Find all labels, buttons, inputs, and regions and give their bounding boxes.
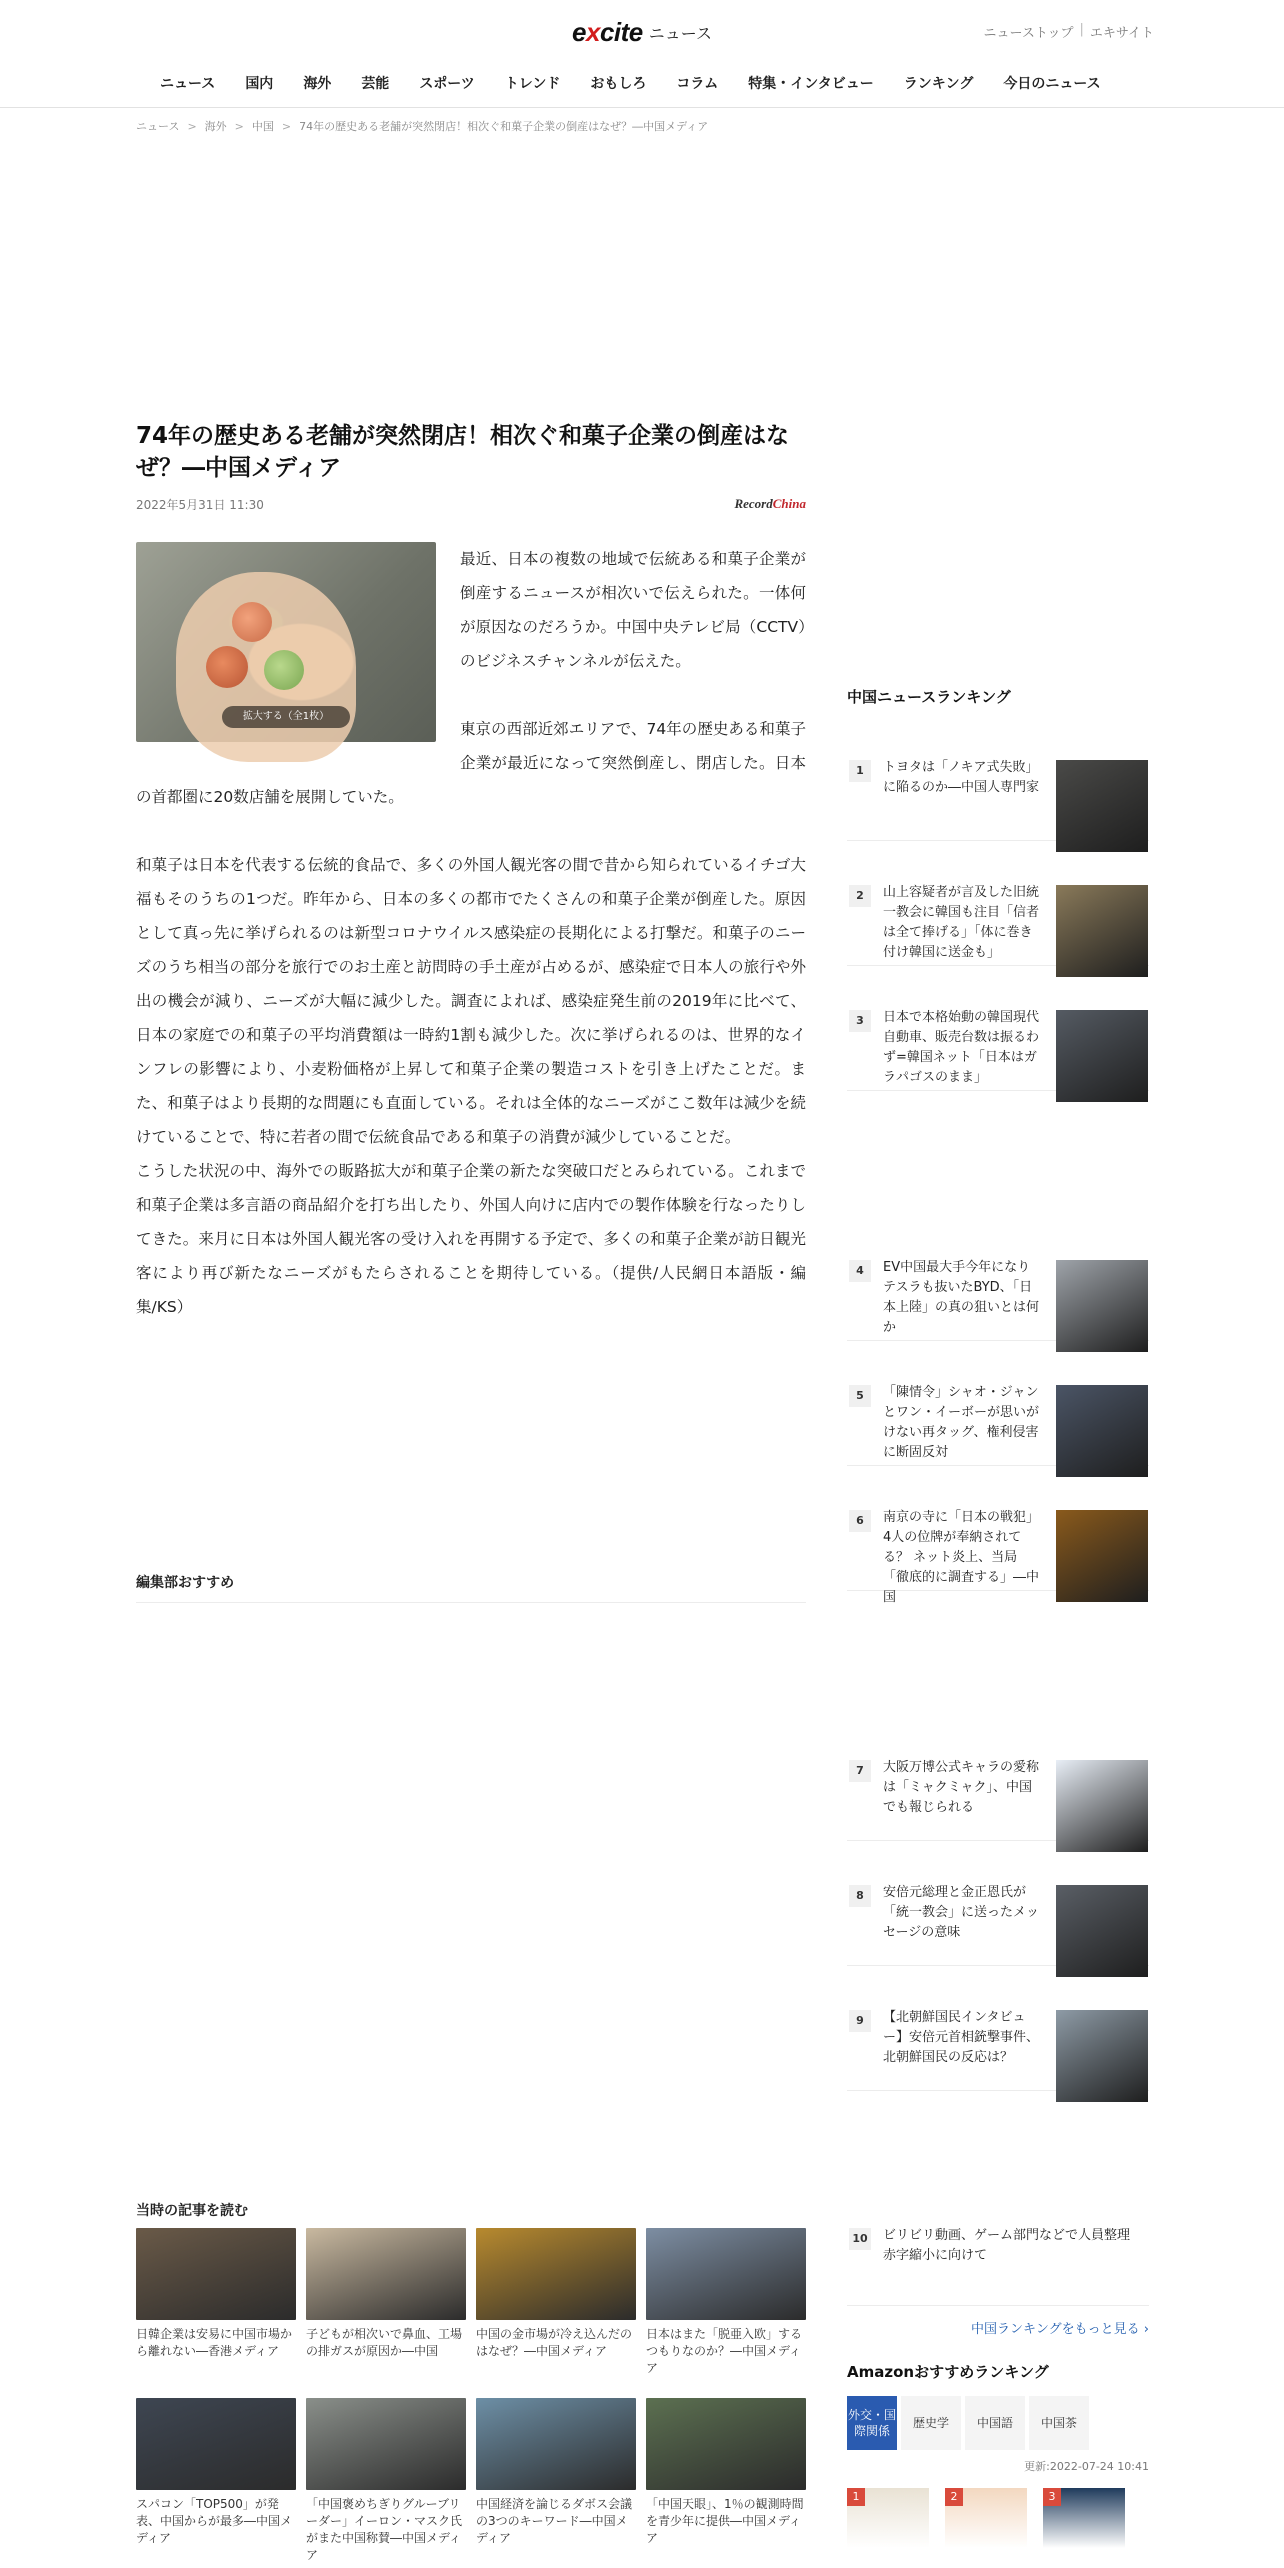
- ranking-item[interactable]: [847, 841, 1149, 966]
- article-paragraph: 東京の西部近郊エリアで、74年の歴史ある和菓子企業が最近になって突然倒産し、閉店した。日本の首都圏に20数店舗を展開していた。: [136, 720, 806, 806]
- related-article-caption[interactable]: 「中国褒めちぎりグルーブリーダー」イーロン・マスク氏がまた中国称賛―中国メディア: [306, 2497, 463, 2562]
- related-article-card[interactable]: [646, 2228, 806, 2384]
- related-article-caption[interactable]: 子どもが相次いで鼻血、工場の排ガスが原因か―中国: [306, 2327, 463, 2358]
- china-ranking-title: 中国ニュースランキング: [847, 688, 1011, 706]
- ranking-thumbnail[interactable]: [1056, 1385, 1148, 1477]
- ranking-thumbnail[interactable]: [1056, 1885, 1148, 1977]
- related-article-caption[interactable]: 中国経済を論じるダボス会議の3つのキーワード―中国メディア: [476, 2497, 633, 2545]
- related-articles: [136, 2200, 806, 2562]
- nav-column[interactable]: コラム: [676, 76, 719, 92]
- source-logo-accent: China: [772, 496, 806, 511]
- amazon-rank-badge: 3: [1043, 2488, 1061, 2506]
- logo-x-mark: x: [585, 16, 600, 47]
- ranking-item[interactable]: [847, 966, 1149, 1091]
- related-article-card[interactable]: [136, 2228, 296, 2384]
- nav-trend[interactable]: トレンド: [504, 76, 561, 92]
- logo-section-label: ニュース: [648, 23, 712, 43]
- breadcrumb-separator: >: [234, 119, 244, 133]
- excite-news-logo[interactable]: [572, 14, 712, 50]
- article-photo[interactable]: [136, 542, 436, 742]
- breadcrumb-news[interactable]: ニュース: [136, 120, 180, 133]
- related-article-card[interactable]: [306, 2228, 466, 2384]
- related-article-thumbnail[interactable]: [476, 2398, 636, 2490]
- ranking-headline[interactable]: 日本で本格始動の韓国現代自動車、販売台数は振るわず=韓国ネット「日本はガラパゴスのまま」: [883, 1010, 1040, 1085]
- ranking-item[interactable]: [847, 716, 1149, 841]
- nav-features[interactable]: 特集・インタビュー: [748, 76, 874, 92]
- ranking-number: 4: [849, 1260, 871, 1282]
- related-article-card[interactable]: [646, 2398, 806, 2554]
- ranking-more-link[interactable]: 中国ランキングをもっと見る ›: [971, 2322, 1149, 2337]
- nav-overseas[interactable]: 海外: [303, 76, 332, 92]
- nav-news[interactable]: ニュース: [160, 76, 216, 92]
- news-top-link[interactable]: ニューストップ: [983, 26, 1074, 41]
- related-grid: [136, 2228, 806, 2562]
- amazon-rank-badge: 2: [945, 2488, 963, 2506]
- ranking-number: 9: [849, 2010, 871, 2032]
- ranking-item[interactable]: [847, 1216, 1149, 1341]
- amazon-book-item[interactable]: [847, 2488, 929, 2548]
- article-title: 74年の歴史ある老舗が突然閉店！相次ぐ和菓子企業の倒産はなぜ？―中国メディア: [136, 423, 790, 481]
- amazon-book-item[interactable]: [1043, 2488, 1125, 2548]
- nav-entertainment[interactable]: 芸能: [361, 76, 390, 92]
- related-article-caption[interactable]: スパコン「TOP500」が発表、中国からが最多―中国メディア: [136, 2497, 293, 2545]
- breadcrumb-separator: >: [187, 119, 197, 133]
- amazon-tab[interactable]: 外交・国際関係: [847, 2396, 897, 2450]
- article: [136, 420, 806, 1324]
- related-article-thumbnail[interactable]: [646, 2398, 806, 2490]
- breadcrumb: [136, 118, 708, 134]
- related-article-caption[interactable]: 中国の金市場が冷え込んだのはなぜ？―中国メディア: [476, 2327, 633, 2358]
- amazon-updated-time: 更新:2022-07-24 10:41: [1024, 2460, 1149, 2473]
- ranking-headline[interactable]: 山上容疑者が言及した旧統一教会に韓国も注目「信者は全て捧げる」「体に巻き付け韓国に送金も」: [883, 885, 1040, 960]
- related-title: 当時の記事を読む: [136, 2203, 248, 2219]
- excite-logo-mark: excite: [572, 16, 643, 47]
- ranking-item[interactable]: [847, 1841, 1149, 1966]
- ranking-item[interactable]: [847, 2216, 1149, 2306]
- top-links: [984, 22, 1154, 41]
- nav-funny[interactable]: おもしろ: [590, 76, 647, 92]
- ad-space: [847, 1091, 1149, 1216]
- ranking-thumbnail[interactable]: [1056, 1510, 1148, 1602]
- related-article-thumbnail[interactable]: [306, 2398, 466, 2490]
- ranking-thumbnail[interactable]: [1056, 760, 1148, 852]
- ranking-number: 6: [849, 1510, 871, 1532]
- ranking-number: 2: [849, 885, 871, 907]
- ranking-thumbnail[interactable]: [1056, 1260, 1148, 1352]
- related-article-caption[interactable]: 「中国天眼」、1％の観測時間を青少年に提供―中国メディア: [646, 2497, 804, 2545]
- photo-wagashi: [264, 650, 304, 690]
- article-paragraph: 和菓子は日本を代表する伝統的食品で、多くの外国人観光客の間で昔から知られているイチゴ大福もそのうちの1つだ。昨年から、日本の多くの都市でたくさんの和菓子企業が倒産した。原因として真っ先に挙げられるのは新型コロナウイルス感染症の長期化による打撃だ。和菓子のニーズのうち相当の部分を旅行でのお土産と訪問時の手土産が占めるが、感染症で日本人の旅行や外出の機会が減り、ニーズが大幅に減少した。調査によれば、感染症発生前の2019年に比べて、日本の家庭での和菓子の平均消費額は一時約1割も減少した。次に挙げられるのは、世界的なインフレの影響により、小麦粉価格が上昇して和菓子企業の製造コストを引き上げたことだ。また、和菓子はより長期的な問題にも直面している。それは全体的なニーズがここ数年は減少を続けていることで、特に若者の間で伝統食品である和菓子の消費が減少していることだ。: [136, 856, 806, 1146]
- sidebar: [847, 686, 1149, 2548]
- article-date: 2022年5月31日 11:30: [136, 497, 264, 512]
- ranking-headline[interactable]: 【北朝鮮国民インタビュー】安倍元首相銃撃事件、北朝鮮国民の反応は？: [883, 2010, 1040, 2065]
- divider: |: [1079, 22, 1084, 37]
- ranking-headline[interactable]: 大阪万博公式キャラの愛称は「ミャクミャク」、中国でも報じられる: [883, 1760, 1040, 1815]
- related-article-card[interactable]: [476, 2228, 636, 2384]
- article-meta: [136, 492, 806, 516]
- amazon-tab[interactable]: 歴史学: [901, 2396, 961, 2450]
- ranking-thumbnail[interactable]: [1056, 2010, 1148, 2102]
- china-ranking-list: [847, 716, 1149, 2306]
- ranking-item[interactable]: [847, 1466, 1149, 1605]
- ranking-number: 10: [849, 2228, 871, 2250]
- photo-wagashi: [232, 602, 272, 642]
- related-article-caption[interactable]: 日本はまた「脱亜入欧」するつもりなのか？―中国メディア: [646, 2327, 803, 2375]
- ad-space: [847, 1591, 1149, 1716]
- global-nav: [148, 70, 1116, 98]
- nav-domestic[interactable]: 国内: [245, 76, 274, 92]
- editor-recommend-heading: 編集部おすすめ: [136, 1572, 806, 1603]
- amazon-book-item[interactable]: [945, 2488, 1027, 2548]
- breadcrumb-overseas[interactable]: 海外: [204, 120, 227, 133]
- related-article-thumbnail[interactable]: [136, 2398, 296, 2490]
- nav-sports[interactable]: スポーツ: [419, 76, 475, 92]
- related-article-card[interactable]: [136, 2398, 296, 2554]
- nav-ranking[interactable]: ランキング: [903, 76, 974, 92]
- related-article-caption[interactable]: 日韓企業は安易に中国市場から離れない―香港メディア: [136, 2327, 293, 2358]
- ranking-thumbnail[interactable]: [1056, 885, 1148, 977]
- amazon-tab[interactable]: 中国語: [965, 2396, 1025, 2450]
- ranking-headline[interactable]: EV中国最大手今年になりテスラも抜いたBYD、「日本上陸」の真の狙いとは何か: [883, 1260, 1040, 1335]
- ranking-item[interactable]: [847, 1341, 1149, 1466]
- ranking-item[interactable]: [847, 1716, 1149, 1841]
- record-china-logo[interactable]: RecordChina: [734, 496, 806, 511]
- related-article-thumbnail[interactable]: [136, 2228, 296, 2320]
- ranking-headline[interactable]: トヨタは「ノキア式失敗」に陥るのか―中国人専門家: [883, 760, 1040, 795]
- amazon-rank-badge: 1: [847, 2488, 865, 2506]
- amazon-category-tabs: [847, 2396, 1149, 2450]
- amazon-tab[interactable]: 中国茶: [1029, 2396, 1089, 2450]
- ranking-headline[interactable]: 南京の寺に「日本の戦犯」4人の位牌が奉納されてる？ ネット炎上、当局「徹底的に調査する」―中国: [883, 1510, 1040, 1605]
- related-article-thumbnail[interactable]: [306, 2228, 466, 2320]
- article-paragraph: 最近、日本の複数の地域で伝統ある和菓子企業が倒産するニュースが相次いで伝えられた。一体何が原因なのだろうか。中国中央テレビ局（CCTV）のビジネスチャンネルが伝えた。: [460, 550, 806, 670]
- related-article-thumbnail[interactable]: [476, 2228, 636, 2320]
- nav-today[interactable]: 今日のニュース: [1003, 76, 1101, 92]
- related-article-card[interactable]: [476, 2398, 636, 2554]
- photo-wagashi: [206, 646, 248, 688]
- amazon-book-list: [847, 2488, 1149, 2548]
- ranking-thumbnail[interactable]: [1056, 1760, 1148, 1852]
- site-header: [0, 0, 1284, 108]
- ranking-thumbnail[interactable]: [1056, 1010, 1148, 1102]
- article-paragraph: こうした状況の中、海外での販路拡大が和菓子企業の新たな突破口だとみられている。これまで和菓子企業は多言語の商品紹介を打ち出したり、外国人向けに店内での製作体験を行なったりしてきた。来月に日本は外国人観光客の受け入れを再開する予定で、多くの和菓子企業が訪日観光客により再び新たなニーズがもたらされることを期待している。（提供/人民網日本語版・編集/KS）: [136, 1162, 806, 1316]
- ad-space: [847, 2091, 1149, 2216]
- ranking-number: 1: [849, 760, 871, 782]
- excite-link[interactable]: エキサイト: [1089, 26, 1154, 41]
- enlarge-button[interactable]: 拡大する（全1枚）: [222, 706, 350, 728]
- related-article-thumbnail[interactable]: [646, 2228, 806, 2320]
- breadcrumb-current: 74年の歴史ある老舗が突然閉店！相次ぐ和菓子企業の倒産はなぜ？―中国メディア: [299, 120, 709, 133]
- ranking-headline[interactable]: ビリビリ動画、ゲーム部門などで人員整理 赤字縮小に向けて: [883, 2228, 1144, 2263]
- ranking-headline[interactable]: 安倍元総理と金正恩氏が「統一教会」に送ったメッセージの意味: [883, 1885, 1040, 1940]
- breadcrumb-separator: >: [281, 119, 292, 133]
- related-article-card[interactable]: [306, 2398, 466, 2562]
- ranking-number: 3: [849, 1010, 871, 1032]
- ranking-item[interactable]: [847, 1966, 1149, 2091]
- ranking-number: 5: [849, 1385, 871, 1407]
- article-body: [136, 542, 806, 1324]
- amazon-ranking-title: Amazonおすすめランキング: [847, 2363, 1049, 2381]
- ranking-headline[interactable]: 「陳情令」シャオ・ジャンとワン・イーボーが思いがけない再タッグ、権利侵害に断固反対: [883, 1385, 1040, 1460]
- ranking-number: 8: [849, 1885, 871, 1907]
- ranking-number: 7: [849, 1760, 871, 1782]
- breadcrumb-china[interactable]: 中国: [251, 120, 274, 133]
